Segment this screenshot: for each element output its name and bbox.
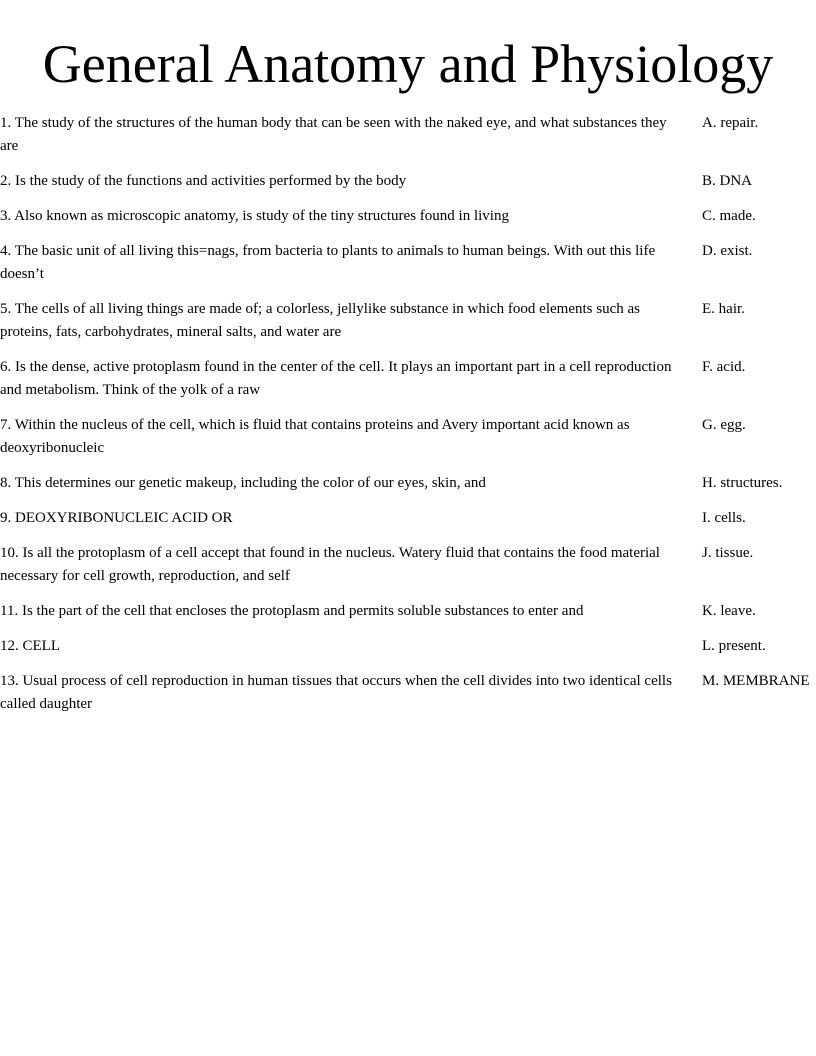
- answer-option-l: L. present.: [702, 638, 766, 654]
- matching-row-1: [0, 112, 816, 170]
- matching-row-4: [0, 240, 816, 298]
- matching-row-5: [0, 298, 816, 356]
- answer-option-c: C. made.: [702, 208, 756, 224]
- answer-option-a: A. repair.: [702, 115, 759, 131]
- question-5: 5. The cells of all living things are made of; a colorless, jellylike substance in which food elements such as proteins, fats, carbohydrates, mineral salts, and water are: [0, 301, 640, 340]
- question-11: 11. Is the part of the cell that encloses the protoplasm and permits soluble substances to enter and: [0, 603, 584, 619]
- matching-row-11: [0, 600, 816, 635]
- matching-row-10: [0, 542, 816, 600]
- question-2: 2. Is the study of the functions and activities performed by the body: [0, 173, 407, 189]
- question-9: 9. DEOXYRIBONUCLEIC ACID OR: [0, 510, 233, 526]
- matching-row-9: [0, 507, 816, 542]
- question-12: 12. CELL: [0, 638, 60, 654]
- matching-row-7: [0, 414, 816, 472]
- matching-row-2: [0, 170, 816, 205]
- question-4: 4. The basic unit of all living this=nags, from bacteria to plants to animals to human beings. With out this life doesn’t: [0, 243, 656, 282]
- answer-option-k: K. leave.: [702, 603, 756, 619]
- matching-row-8: [0, 472, 816, 507]
- question-10: 10. Is all the protoplasm of a cell accept that found in the nucleus. Watery fluid that contains the food material necessary for cell growth, reproduction, and self: [0, 545, 660, 584]
- matching-row-6: [0, 356, 816, 414]
- question-6: 6. Is the dense, active protoplasm found in the center of the cell. It plays an important part in a cell reproduction and metabolism. Think of the yolk of a raw: [0, 359, 672, 398]
- answer-option-i: I. cells.: [702, 510, 746, 526]
- question-8: 8. This determines our genetic makeup, including the color of our eyes, skin, and: [0, 475, 486, 491]
- answer-option-f: F. acid.: [702, 359, 746, 375]
- answer-option-g: G. egg.: [702, 417, 746, 433]
- answer-option-j: J. tissue.: [702, 545, 754, 561]
- question-13: 13. Usual process of cell reproduction in human tissues that occurs when the cell divides into two identical cells called daughter: [0, 673, 672, 712]
- matching-row-3: [0, 205, 816, 240]
- answer-option-b: B. DNA: [702, 173, 753, 189]
- page-title: General Anatomy and Physiology: [42, 34, 774, 94]
- question-7: 7. Within the nucleus of the cell, which is fluid that contains proteins and Avery important acid known as deoxyribonucleic: [0, 417, 630, 456]
- answer-option-m: M. MEMBRANE: [702, 673, 810, 689]
- matching-row-12: [0, 635, 816, 670]
- answer-option-d: D. exist.: [702, 243, 753, 259]
- question-1: 1. The study of the structures of the human body that can be seen with the naked eye, and what substances they are: [0, 115, 667, 154]
- matching-list: [0, 112, 816, 728]
- matching-row-13: [0, 670, 816, 728]
- answer-option-e: E. hair.: [702, 301, 745, 317]
- question-3: 3. Also known as microscopic anatomy, is study of the tiny structures found in living: [0, 208, 509, 224]
- answer-option-h: H. structures.: [702, 475, 783, 491]
